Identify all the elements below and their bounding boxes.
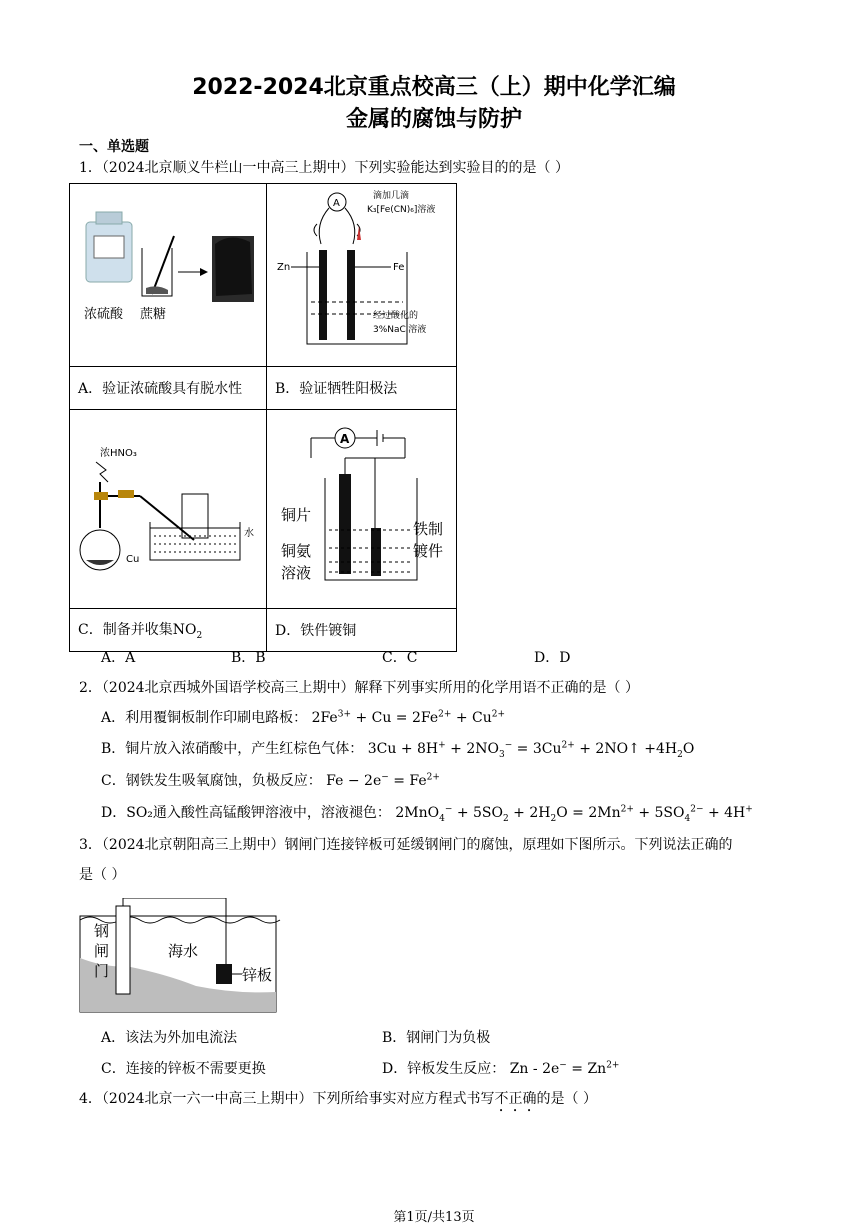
water-label: 水: [244, 528, 254, 539]
image-b-cell: [267, 184, 457, 367]
caption-c-text: C．制备并收集NO: [78, 622, 197, 639]
q2-option-b-equation: $3Cu + 8H^+ + 2NO_3^- = 3Cu^{2+}$ + 2NO↑ $+4H_2O$: [367, 740, 695, 760]
solution-d-label-1: 铜氨: [281, 542, 312, 560]
image-a-cell: [70, 184, 267, 367]
image-d-cell: [267, 410, 457, 609]
caption-a: A．验证浓硫酸具有脱水性: [70, 367, 267, 410]
q1-choice-d: D．D: [534, 650, 571, 666]
bottle-label: 浓硫酸: [84, 307, 124, 322]
fe-label: Fe: [393, 262, 405, 273]
q3-option-a: A．该法为外加电流法: [101, 1030, 238, 1046]
reagent-label-1: 滴加几滴: [373, 191, 410, 201]
copper-plate-label: 铜片: [281, 506, 312, 524]
caption-c-subscript: 2: [196, 630, 203, 641]
solution-b-label-1: 经过酸化的: [373, 311, 419, 321]
q2-option-d-equation: $2MnO_4^- + 5SO_2 + 2H_2O = 2Mn^{2+} + 5SO_4^{2-} + 4H^+$: [395, 804, 753, 824]
q4-stem-prefix: 4．（2024北京一六一中高三上期中）下列所给事实对应方程式书写: [79, 1091, 495, 1107]
q3-figure: [76, 898, 282, 1016]
document-subtitle: 金属的腐蚀与防护: [345, 107, 522, 132]
q2-option-d-text: D．SO₂通入酸性高锰酸钾溶液中，溶液褪色：: [101, 805, 391, 821]
q1-choice-a: A．A: [101, 650, 136, 666]
page-footer: 第1页/共13页: [393, 1210, 475, 1225]
iron-part-label-1: 铁制: [413, 520, 444, 538]
q2-option-a-equation: $2Fe^{3+} + Cu = 2Fe^{2+} + Cu^{2+}$: [311, 709, 506, 726]
q2-option-c-equation: $Fe - 2e^- = Fe^{2+}$: [326, 772, 440, 789]
q3-option-c: C．连接的锌板不需要更换: [101, 1061, 266, 1077]
zn-label: Zn: [277, 262, 291, 273]
q2-option-a: [101, 707, 505, 727]
gate-label-3: 门: [94, 962, 110, 980]
q2-option-c-text: C．钢铁发生吸氧腐蚀，负极反应：: [101, 773, 322, 789]
ammeter-b-label: A: [333, 198, 340, 209]
seawater-label: 海水: [168, 942, 199, 960]
gate-label-2: 闸: [94, 942, 110, 960]
q3-option-d-equation: $Zn - 2e^- = Zn^{2+}$: [509, 1060, 620, 1077]
question-3-stem-line1: 3．（2024北京朝阳高三上期中）钢闸门连接锌板可延缓钢闸门的腐蚀，原理如下图所示。下列说法正确的: [79, 837, 733, 853]
q2-option-b: [101, 738, 694, 760]
q4-stem-suffix: 的是（ ）: [536, 1091, 597, 1107]
sugar-label: 蔗糖: [140, 307, 167, 322]
image-c-cell: [70, 410, 267, 609]
q2-option-b-text: B．铜片放入浓硝酸中，产生红棕色气体：: [101, 741, 364, 757]
solution-b-label-2: 3%NaCl溶液: [373, 325, 427, 335]
caption-c: [70, 609, 267, 652]
acid-label: 浓HNO₃: [100, 448, 137, 459]
q1-choice-b: B．B: [231, 650, 266, 666]
solution-d-label-2: 溶液: [281, 564, 312, 582]
image-a-sugar-dehydration: [70, 184, 266, 362]
question-1-stem: 1．（2024北京顺义牛栏山一中高三上期中）下列实验能达到实验目的的是（ ）: [79, 160, 569, 176]
image-d-electroplating: [267, 410, 456, 604]
q4-stem-emphasis: 不正确: [494, 1091, 537, 1107]
q3-option-d-text: D．锌板发生反应：: [382, 1061, 506, 1077]
question-2-stem: 2．（2024北京西城外国语学校高三上期中）解释下列事实所用的化学用语不正确的是（ ）: [79, 680, 639, 696]
question-3-stem-line2: 是（ ）: [79, 867, 126, 883]
cu-label: Cu: [126, 554, 140, 565]
iron-part-label-2: 镀件: [413, 542, 444, 560]
question-4-stem: [79, 1088, 597, 1115]
q2-option-a-text: A．利用覆铜板制作印刷电路板：: [101, 710, 308, 726]
caption-b: B．验证牺牲阳极法: [267, 367, 457, 410]
q3-option-d: [382, 1058, 619, 1078]
q3-option-b: B．钢闸门为负极: [382, 1030, 491, 1046]
image-c-no2-apparatus: [70, 410, 266, 604]
document-title: 2022-2024北京重点校高三（上）期中化学汇编: [192, 75, 676, 100]
q1-choice-c: C．C: [382, 650, 418, 666]
ammeter-d-label: A: [340, 432, 350, 446]
caption-d: D．铁件镀铜: [267, 609, 457, 652]
q2-option-c: [101, 770, 440, 790]
image-b-sacrificial-anode: [267, 184, 456, 362]
section-heading: 一、单选题: [79, 139, 149, 155]
q2-option-d: [101, 802, 753, 824]
zinc-plate-label: 锌板: [242, 966, 273, 984]
gate-label-1: 钢: [94, 922, 110, 940]
reagent-label-2: K₃[Fe(CN)₆]溶液: [367, 205, 436, 215]
question-1-table: [69, 183, 457, 652]
